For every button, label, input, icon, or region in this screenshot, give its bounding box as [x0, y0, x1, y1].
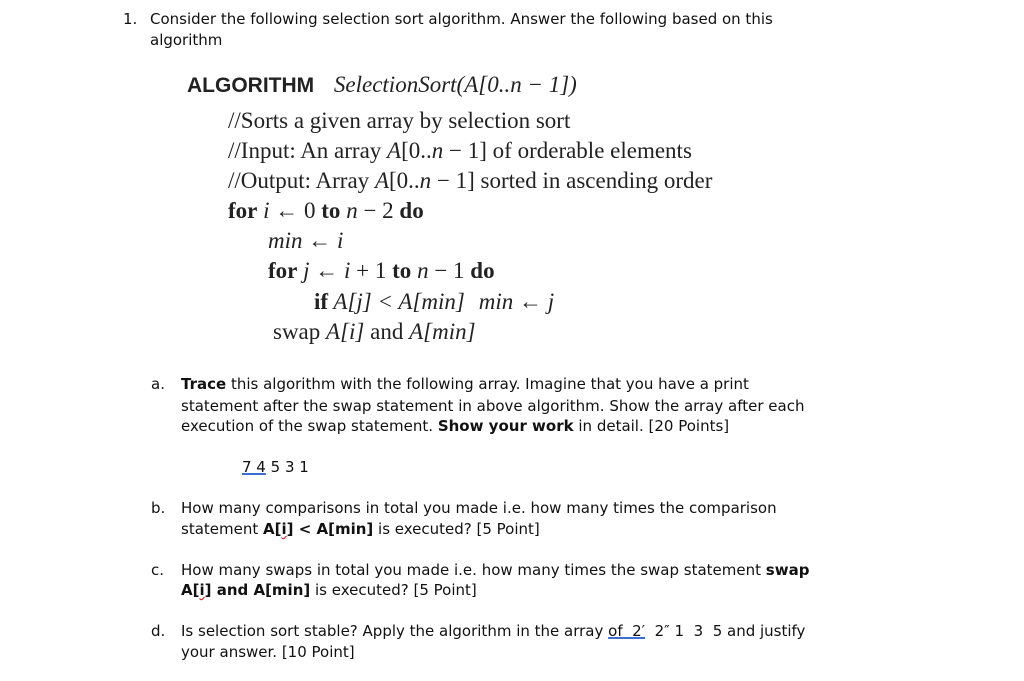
text: to [321, 198, 341, 223]
algorithm-comment-sorts: //Sorts a given array by selection sort [228, 108, 571, 133]
algorithm-inner-loop [268, 257, 495, 285]
text: do [470, 258, 495, 283]
text: for [268, 258, 298, 283]
text: A [387, 138, 402, 163]
question-intro-line2: algorithm [150, 31, 223, 49]
algorithm-min-assign: min ← i [268, 228, 344, 253]
text: execution of the swap statement. [181, 417, 438, 435]
algorithm-comment-output [228, 167, 712, 195]
algorithm-if [314, 288, 554, 316]
part-d-label: d. [151, 622, 166, 640]
part-a-line1 [181, 374, 749, 394]
algorithm-signature: SelectionSort(A[0..n − 1]) [333, 72, 577, 97]
part-c-line2 [181, 580, 477, 600]
text: How many swaps in total you made i.e. how many times the swap statement [181, 561, 766, 579]
text: ] < A[min] [286, 520, 374, 538]
text: n [340, 198, 358, 223]
text: ] and A[min] [204, 581, 311, 599]
text: n [411, 258, 429, 283]
text: statement [181, 520, 263, 538]
algorithm-outer-loop [228, 197, 424, 225]
question-intro-line1: Consider the following selection sort algorithm. Answer the following based on this [150, 10, 773, 28]
text: 5 3 1 [265, 458, 309, 476]
text: [0.. [401, 138, 432, 163]
text: j ← i [297, 258, 357, 283]
text: A[ [263, 520, 282, 538]
text: to [392, 258, 412, 283]
part-a-line2: statement after the swap statement in above algorithm. Show the array after each [181, 397, 805, 415]
text: is executed? [5 Point] [310, 581, 477, 599]
text: in detail. [20 Points] [573, 417, 730, 435]
text: − 1 [428, 258, 471, 283]
text: of 2′ [608, 622, 646, 640]
text: i [257, 198, 276, 223]
part-c-label: c. [151, 561, 165, 579]
text: //Output: Array [228, 168, 375, 193]
text: 2″ 1 3 5 and justify [645, 622, 806, 640]
text: swap [765, 561, 810, 579]
text: this algorithm with the following array. Imagine that you have a print [226, 375, 749, 393]
algorithm-keyword: ALGORITHM [187, 74, 315, 97]
text: is executed? [5 Point] [373, 520, 540, 538]
part-b-line1: How many comparisons in total you made i.e. how many times the comparison [181, 499, 777, 517]
text: n [431, 138, 444, 163]
text: + 1 [356, 258, 393, 283]
text: i [281, 520, 287, 538]
text: − 1] sorted in ascending order [431, 168, 713, 193]
algorithm-swap [273, 318, 476, 346]
text: for [228, 198, 258, 223]
part-a-line3 [181, 416, 729, 436]
algorithm-comment-input [228, 137, 692, 165]
text: if [314, 289, 329, 314]
text: min ← j [478, 289, 555, 314]
text: A[i] [326, 319, 365, 344]
text: A[ [181, 581, 200, 599]
text: − 2 [357, 198, 400, 223]
part-c-line1 [181, 560, 809, 580]
text: ← 0 [275, 198, 322, 223]
text: A[j] < A[min] [328, 289, 465, 314]
question-number: 1. [123, 10, 138, 28]
text: − 1] of orderable elements [443, 138, 692, 163]
text: do [399, 198, 424, 223]
text: //Input: An array [228, 138, 388, 163]
text: Trace [181, 375, 227, 393]
part-d-line2: your answer. [10 Point] [181, 643, 355, 661]
text: Is selection sort stable? Apply the algorithm in the array [181, 622, 609, 640]
text: A [374, 168, 389, 193]
part-d-line1 [181, 621, 805, 641]
text: n [419, 168, 432, 193]
part-a-array [242, 457, 309, 477]
text: [0.. [389, 168, 420, 193]
part-b-line2 [181, 519, 540, 539]
text: and [364, 319, 410, 344]
text: swap [273, 319, 327, 344]
text: 7 4 [242, 458, 266, 476]
part-b-label: b. [151, 499, 166, 517]
text: i [199, 581, 205, 599]
part-a-label: a. [151, 375, 165, 393]
text: A[min] [409, 319, 476, 344]
text: Show your work [437, 417, 574, 435]
